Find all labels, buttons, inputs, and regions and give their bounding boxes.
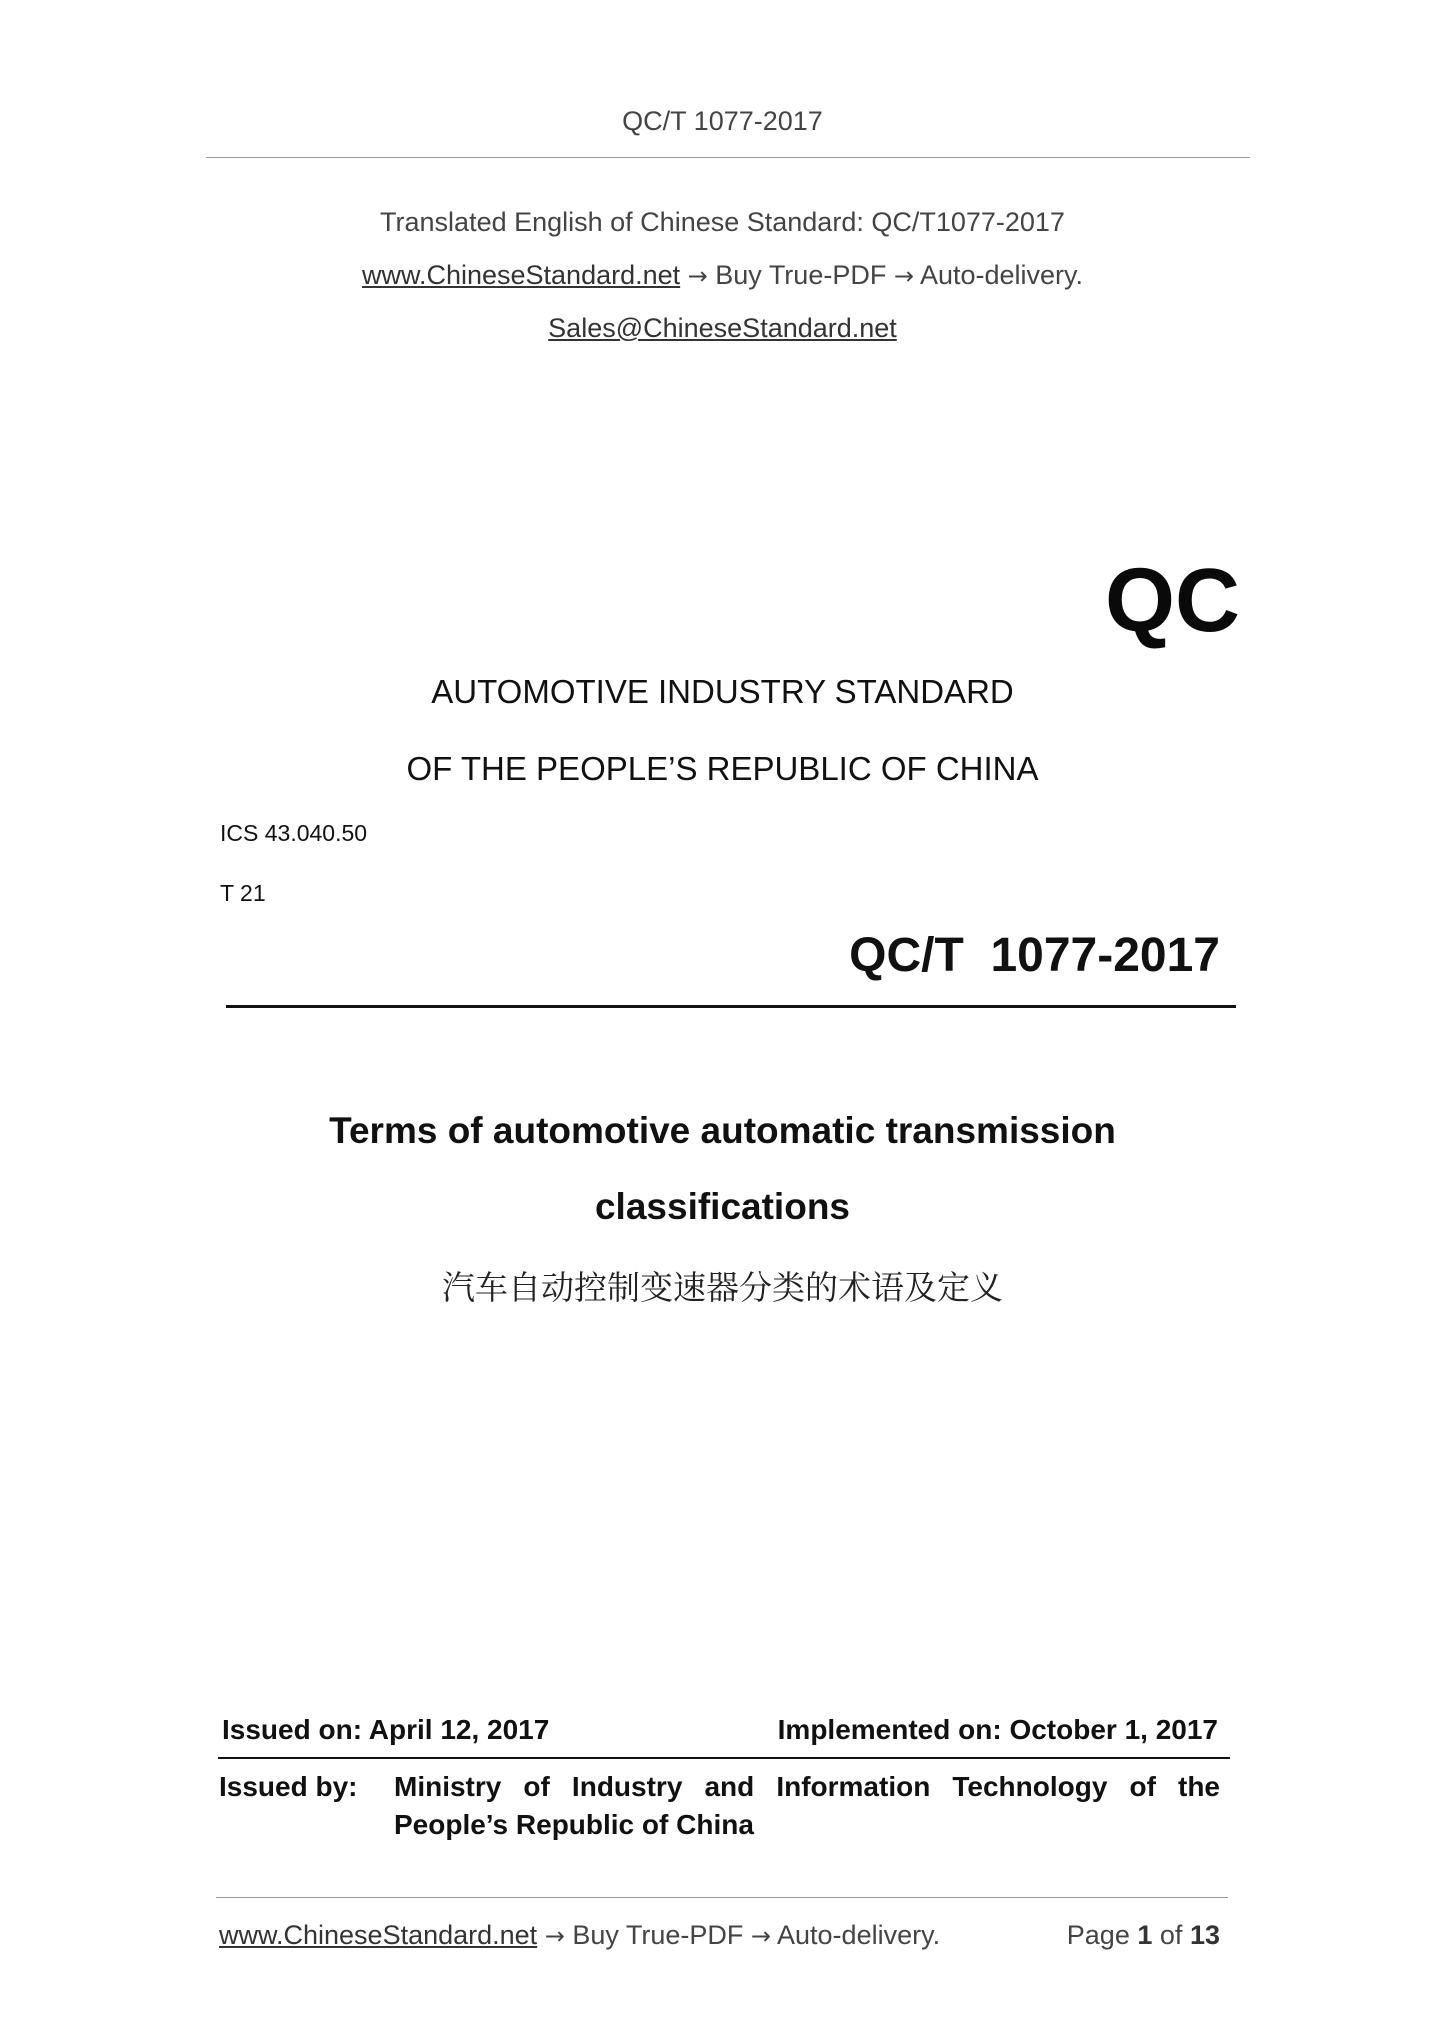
document-title-line-2: classifications (594, 1186, 850, 1227)
issuer-line-2: People’s Republic of China (394, 1809, 754, 1840)
footer-website-link[interactable]: www.ChineseStandard.net (219, 1920, 538, 1950)
page-indicator (900, 1920, 1220, 1951)
auto-delivery-text: Auto-delivery. (919, 260, 1084, 290)
standard-heading-line-2: OF THE PEOPLE’S REPUBLIC OF CHINA (406, 750, 1039, 787)
ics-code: ICS 43.040.50 (220, 820, 368, 846)
page-total: 13 (1189, 1920, 1220, 1950)
issue-info-rule (218, 1757, 1230, 1759)
footer-buy-text: Buy True-PDF (572, 1920, 744, 1950)
footer-promo (219, 1920, 940, 1951)
document-number: QC/T 1077-2017 (849, 929, 1220, 982)
issuer-line-1: Ministry of Industry and Information Technology of the (394, 1771, 1220, 1802)
footer-divider (216, 1897, 1228, 1898)
sales-email-link[interactable]: Sales@ChineseStandard.net (548, 313, 897, 343)
standard-heading-line-1: AUTOMOTIVE INDUSTRY STANDARD (431, 673, 1014, 710)
arrow-right-icon: → (893, 262, 914, 290)
document-title-line-1: Terms of automotive automatic transmission (329, 1110, 1116, 1151)
category-code: T 21 (220, 880, 266, 906)
footer-delivery-text: Auto-delivery. (777, 1920, 941, 1950)
promo-email-line (0, 313, 1445, 344)
issued-by-label: Issued by: (219, 1771, 358, 1802)
running-head: QC/T 1077-2017 (622, 106, 823, 136)
page-current: 1 (1137, 1920, 1153, 1950)
promo-purchase-line (0, 260, 1445, 291)
promo-translation-line: Translated English of Chinese Standard: QC/T1077-2017 (380, 207, 1065, 237)
document-number-rule (226, 1005, 1236, 1008)
arrow-right-icon: → (687, 262, 708, 290)
header-divider (206, 157, 1250, 158)
qc-logo: QC (1105, 551, 1240, 651)
website-link[interactable]: www.ChineseStandard.net (361, 260, 681, 290)
page-label: Page (1066, 1920, 1130, 1950)
arrow-right-icon: → (750, 1922, 771, 1950)
buy-true-pdf-text: Buy True-PDF (715, 260, 887, 290)
arrow-right-icon: → (544, 1922, 565, 1950)
page-of: of (1159, 1920, 1183, 1950)
document-title-chinese: 汽车自动控制变速器分类的术语及定义 (442, 1268, 1003, 1307)
issued-on-date: Issued on: April 12, 2017 (222, 1714, 550, 1745)
implemented-on-date: Implemented on: October 1, 2017 (777, 1714, 1218, 1745)
